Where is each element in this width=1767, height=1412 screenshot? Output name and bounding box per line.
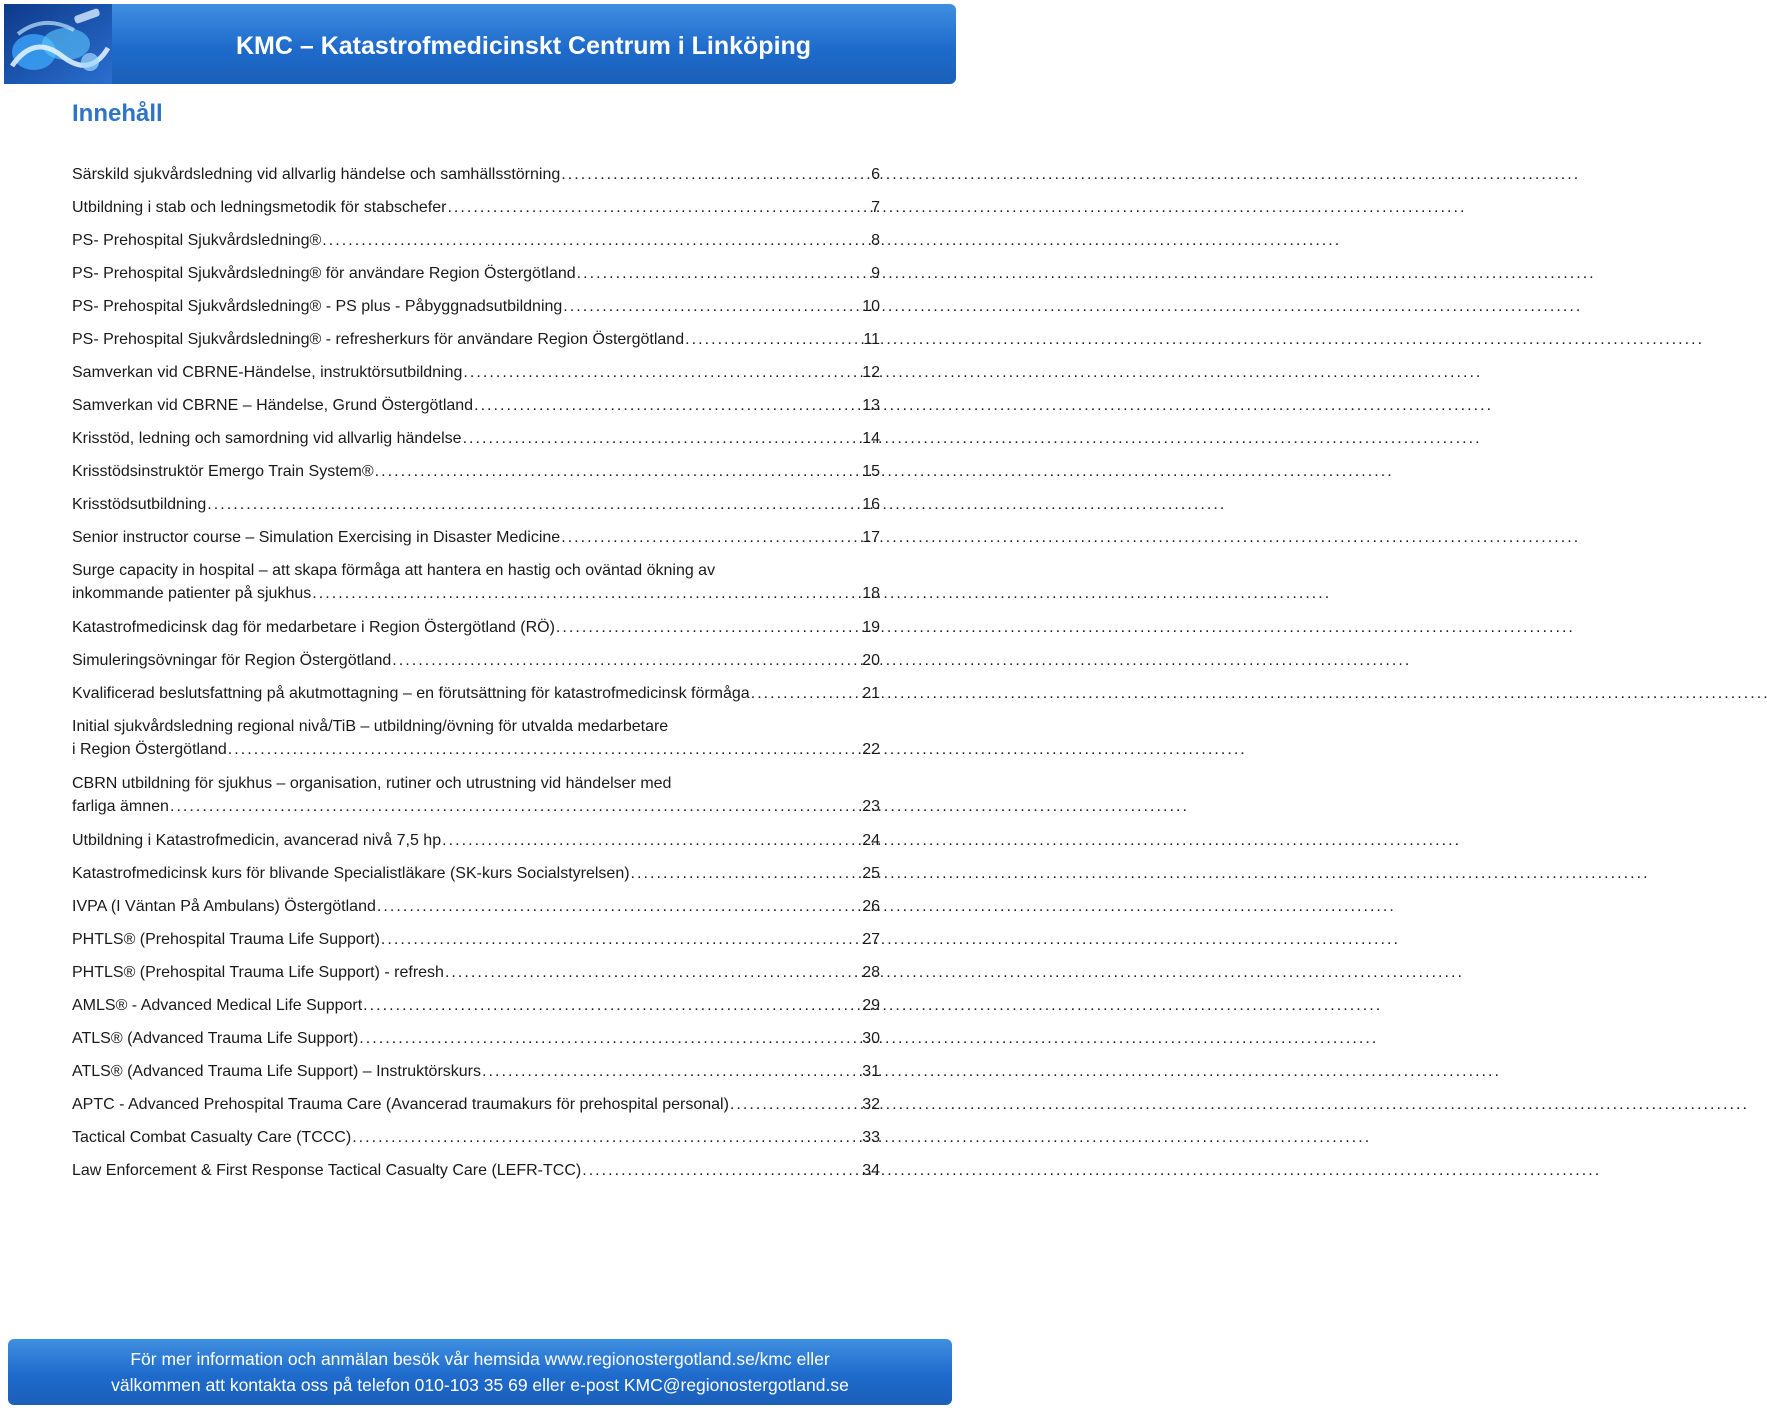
toc-entry[interactable] [72, 262, 880, 285]
toc-entry-page: 33 [862, 1129, 880, 1146]
toc-entry[interactable] [72, 229, 880, 252]
toc-entry[interactable] [72, 1159, 880, 1182]
toc-entry-title: Krisstöd, ledning och samordning vid allvarlig händelse [72, 430, 462, 447]
toc-entry-title: Krisstödsutbildning [72, 496, 207, 513]
toc-leader-dots [445, 961, 861, 984]
toc-entry[interactable] [72, 961, 880, 984]
toc-entry[interactable] [72, 196, 880, 219]
toc-entry-title-line: Initial sjukvårdsledning regional nivå/TiB – utbildning/övning för utvalda medarbetare [72, 718, 669, 735]
toc-entry-page: 19 [862, 619, 880, 636]
toc-entry-page: 17 [862, 529, 880, 546]
toc-leader-dots [751, 682, 862, 705]
toc-entry-title: i Region Östergötland [72, 741, 227, 758]
toc-entry-title: inkommande patienter på sjukhus [72, 585, 312, 602]
toc-entry[interactable] [72, 295, 880, 318]
toc-leader-dots [170, 795, 861, 818]
toc-leader-dots [359, 1027, 861, 1050]
toc-entry-page: 23 [862, 798, 880, 815]
toc-entry-title: Simuleringsövningar för Region Östergötland [72, 652, 392, 669]
toc-entry-title: Katastrofmedicinsk dag för medarbetare i Region Östergötland (RÖ) [72, 619, 555, 636]
header-title: KMC – Katastrofmedicinskt Centrum i Linköping [236, 32, 812, 60]
toc-entry-page: 22 [862, 741, 880, 758]
toc-entry-title: Krisstödsinstruktör Emergo Train System® [72, 463, 374, 480]
toc-heading: Innehåll [72, 100, 163, 127]
toc-entry-title: farliga ämnen [72, 798, 169, 815]
toc-entry-title: Tactical Combat Casualty Care (TCCC) [72, 1129, 352, 1146]
toc-entry-title: Samverkan vid CBRNE – Händelse, Grund Östergötland [72, 397, 474, 414]
toc-entry-page: 29 [862, 997, 880, 1014]
toc-leader-dots [463, 361, 861, 384]
footer-line-2: välkommen att kontakta oss på telefon 010-103 35 69 eller e-post KMC@regionostergotland.se [111, 1375, 849, 1395]
toc-entry-title-line: CBRN utbildning för sjukhus – organisation, rutiner och utrustning vid händelser med [72, 775, 672, 792]
kmc-logo-icon [4, 4, 112, 84]
toc-entry[interactable] [72, 427, 880, 450]
toc-entry-page: 15 [862, 463, 880, 480]
toc-leader-dots [582, 1159, 861, 1182]
toc-entry-page: 30 [862, 1030, 880, 1047]
toc-leader-dots [228, 738, 861, 761]
toc-entry[interactable] [72, 493, 880, 516]
toc-entry[interactable] [72, 994, 880, 1017]
toc-entry-page: 6 [871, 166, 880, 183]
toc-leader-dots [312, 582, 861, 605]
toc-entry[interactable] [72, 682, 880, 705]
toc-leader-dots [474, 394, 861, 417]
toc-entry-page: 31 [862, 1063, 880, 1080]
toc-leader-dots [322, 229, 870, 252]
toc-entry-title-line: Surge capacity in hospital – att skapa förmåga att hantera en hastig och oväntad ökning av [72, 562, 716, 579]
toc-entry-title: Senior instructor course – Simulation Exercising in Disaster Medicine [72, 529, 561, 546]
page-header [4, 4, 956, 84]
toc-leader-dots [375, 460, 862, 483]
toc-entry-page: 16 [862, 496, 880, 513]
toc-entry-title: Utbildning i stab och ledningsmetodik för stabschefer [72, 199, 447, 216]
footer-line-1: För mer information och anmälan besök vår hemsida www.regionostergotland.se/kmc eller [130, 1349, 830, 1369]
toc-entry-title: Katastrofmedicinsk kurs för blivande Specialistläkare (SK-kurs Socialstyrelsen) [72, 865, 630, 882]
toc-entry-title: ATLS® (Advanced Trauma Life Support) [72, 1030, 359, 1047]
toc-leader-dots [631, 862, 862, 885]
toc-entry-page: 28 [862, 964, 880, 981]
toc-leader-dots [447, 196, 870, 219]
toc-entry[interactable] [72, 328, 880, 351]
toc-entry-page: 14 [862, 430, 880, 447]
toc-leader-dots [377, 895, 861, 918]
toc-entry[interactable] [72, 1126, 880, 1149]
toc-entry-page: 13 [862, 397, 880, 414]
toc-leader-dots [685, 328, 862, 351]
toc-entry-title: Särskild sjukvårdsledning vid allvarlig händelse och samhällsstörning [72, 166, 561, 183]
toc-leader-dots [482, 1060, 861, 1083]
toc-entry[interactable] [72, 460, 880, 483]
toc-entry[interactable] [72, 649, 880, 672]
toc-entry-page: 34 [862, 1162, 880, 1179]
toc-entry[interactable] [72, 526, 880, 549]
toc-leader-dots [463, 427, 862, 450]
toc-entry-title: PS- Prehospital Sjukvårdsledning® - refresherkurs för användare Region Östergötland [72, 331, 685, 348]
toc-entry-page: 26 [862, 898, 880, 915]
toc-entry[interactable] [72, 895, 880, 918]
toc-leader-dots [207, 493, 861, 516]
toc-leader-dots [392, 649, 861, 672]
toc-leader-dots [363, 994, 861, 1017]
toc-entry-page: 32 [862, 1096, 880, 1113]
toc-leader-dots [577, 262, 870, 285]
toc-leader-dots [442, 829, 861, 852]
toc-entry-title: PHTLS® (Prehospital Trauma Life Support) [72, 931, 380, 948]
toc-entry-title: IVPA (I Väntan På Ambulans) Östergötland [72, 898, 376, 915]
toc-entry[interactable] [72, 772, 880, 818]
toc-leader-dots [730, 1093, 861, 1116]
toc-entry[interactable] [72, 361, 880, 384]
toc-entry-page: 9 [871, 265, 880, 282]
toc-entry-title: PS- Prehospital Sjukvårdsledning® - PS plus - Påbyggnadsutbildning [72, 298, 563, 315]
toc-entry[interactable] [72, 1060, 880, 1083]
toc-entry[interactable] [72, 559, 880, 605]
toc-entry-title: PS- Prehospital Sjukvårdsledning® för användare Region Östergötland [72, 265, 576, 282]
toc-entry[interactable] [72, 715, 880, 761]
toc-leader-dots [561, 526, 861, 549]
toc-entry[interactable] [72, 928, 880, 951]
toc-leader-dots [352, 1126, 861, 1149]
toc-entry-page: 25 [862, 865, 880, 882]
toc-entry-page: 21 [862, 685, 880, 702]
toc-entry-title: PHTLS® (Prehospital Trauma Life Support) - refresh [72, 964, 444, 981]
toc-entry-page: 12 [862, 364, 880, 381]
toc-entry[interactable] [72, 163, 880, 186]
toc-entry-page: 10 [862, 298, 880, 315]
toc-entry-page: 24 [862, 832, 880, 849]
toc-entry-title: AMLS® - Advanced Medical Life Support [72, 997, 363, 1014]
toc-entry-page: 18 [862, 585, 880, 602]
page-footer [8, 1339, 952, 1405]
toc-entry-title: Samverkan vid CBRNE-Händelse, instruktörsutbildning [72, 364, 463, 381]
toc-entry[interactable] [72, 1027, 880, 1050]
toc-entry-page: 8 [871, 232, 880, 249]
toc-entry-page: 27 [862, 931, 880, 948]
toc-entry-title: Kvalificerad beslutsfattning på akutmottagning – en förutsättning för katastrofmedicinsk förmåga [72, 685, 750, 702]
toc-leader-dots [556, 616, 861, 639]
toc-entry-title: ATLS® (Advanced Trauma Life Support) – Instruktörskurs [72, 1063, 481, 1080]
toc-entry-title: APTC - Advanced Prehospital Trauma Care (Avancerad traumakurs för prehospital personal) [72, 1096, 729, 1113]
toc-leader-dots [563, 295, 861, 318]
toc-leader-dots [381, 928, 861, 951]
toc-entry-page: 7 [871, 199, 880, 216]
toc-entry[interactable] [72, 616, 880, 639]
toc-entry[interactable] [72, 829, 880, 852]
toc-entry[interactable] [72, 394, 880, 417]
toc-leader-dots [561, 163, 870, 186]
toc-entry-page: 11 [863, 331, 880, 348]
toc-entry-title: Utbildning i Katastrofmedicin, avancerad nivå 7,5 hp [72, 832, 442, 849]
toc-entry[interactable] [72, 862, 880, 885]
toc-entry-title: PS- Prehospital Sjukvårdsledning® [72, 232, 322, 249]
toc-entry-page: 20 [862, 652, 880, 669]
toc-entry-title: Law Enforcement & First Response Tactical Casualty Care (LEFR-TCC) [72, 1162, 582, 1179]
toc-entry[interactable] [72, 1093, 880, 1116]
